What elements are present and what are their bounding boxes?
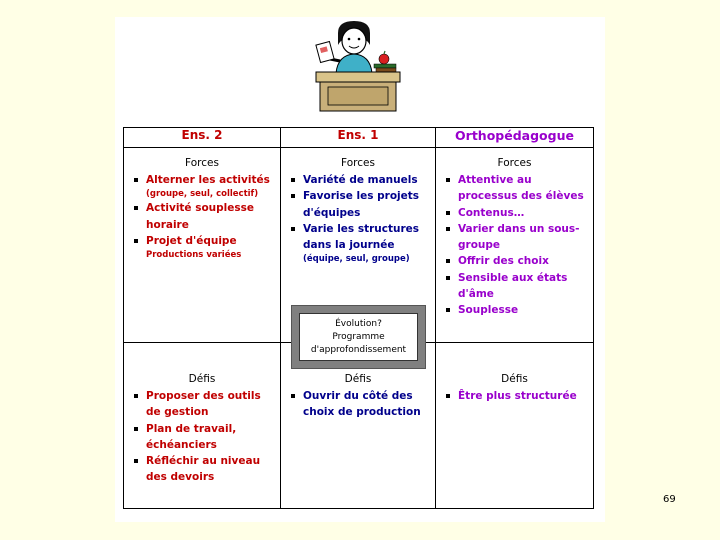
forces-title: Forces: [185, 157, 219, 169]
list-item: Favorise les projets d'équipes: [289, 188, 431, 221]
defis-title: Défis: [344, 373, 372, 385]
header-ens1: Ens. 1: [281, 128, 436, 148]
ens2-defis-cell: [124, 343, 281, 509]
list-item: Ouvrir du côté des choix de production: [289, 388, 431, 421]
page-number: 69: [663, 494, 676, 505]
list-item: Varier dans un sous-groupe: [444, 221, 589, 254]
list-item: Contenus…: [444, 205, 589, 221]
forces-title: Forces: [341, 157, 375, 169]
list-item: Activité souplesse horaire: [132, 200, 276, 233]
evolution-line: Évolution?: [335, 318, 382, 329]
evolution-line: Programme: [332, 331, 385, 342]
list-item: Varie les structures dans la journée (équipe, seul, groupe): [289, 221, 431, 266]
ens2-forces-cell: [124, 148, 281, 343]
list-item: Plan de travail, échéanciers: [132, 421, 276, 454]
header-ortho: Orthopédagogue: [436, 128, 594, 148]
item-note: (équipe, seul, groupe): [303, 254, 410, 265]
forces-title: Forces: [497, 157, 532, 169]
item-note: Productions variées: [146, 250, 242, 261]
ortho-defis-cell: [436, 343, 594, 509]
list-item: Souplesse: [444, 302, 589, 318]
list-item: Réfléchir au niveau des devoirs: [132, 453, 276, 486]
list-item: Projet d'équipe Productions variées: [132, 233, 276, 261]
defis-title: Défis: [188, 373, 216, 385]
evolution-box: [291, 305, 426, 369]
list-item: Attentive au processus des élèves: [444, 172, 589, 205]
header-row: [124, 128, 594, 148]
list-item: Proposer des outils de gestion: [132, 388, 276, 421]
header-ens2: Ens. 2: [124, 128, 281, 148]
list-item: Variété de manuels: [289, 172, 431, 188]
teacher-at-desk-icon: [300, 19, 408, 117]
item-note: (groupe, seul, collectif): [146, 189, 259, 200]
list-item: Être plus structurée: [444, 388, 589, 404]
evolution-line: d'approfondissement: [310, 344, 407, 355]
defis-title: Défis: [501, 373, 528, 385]
ortho-forces-cell: [436, 148, 594, 343]
list-item: Offrir des choix: [444, 253, 589, 269]
list-item: Sensible aux états d'âme: [444, 270, 589, 303]
list-item: Alterner les activités (groupe, seul, collectif): [132, 172, 276, 200]
evolution-box-inner: [299, 313, 418, 361]
